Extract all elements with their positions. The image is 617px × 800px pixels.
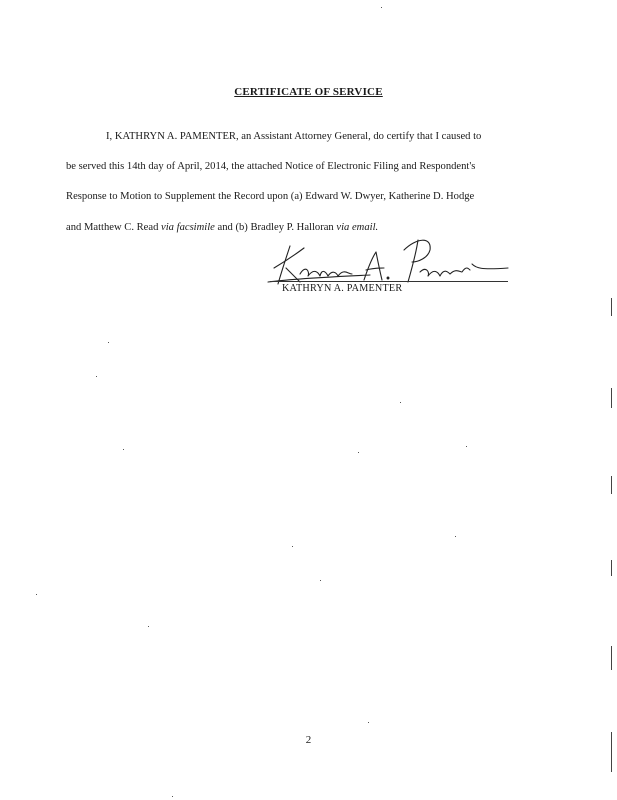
scan-speck [320,580,321,581]
scan-speck [381,7,382,8]
scan-speck [172,796,173,797]
scan-speck [148,626,149,627]
scan-artifact-mark [611,560,612,576]
scan-artifact-mark [611,646,612,670]
signature-line [270,281,508,282]
scan-artifact-mark [611,732,612,772]
scan-speck [108,342,109,343]
scan-speck [400,402,401,403]
paragraph-line-1: I, KATHRYN A. PAMENTER, an Assistant Attorney General, do certify that I caused to [106,131,482,142]
via-email-text: via email. [336,221,379,233]
scan-speck [96,376,97,377]
scan-artifact-mark [611,476,612,494]
scan-artifact-mark [611,298,612,316]
scan-speck [455,536,456,537]
signatory-printed-name: KATHRYN A. PAMENTER [282,283,403,294]
scan-speck [466,446,467,447]
document-title: CERTIFICATE OF SERVICE [234,86,383,98]
paragraph-line-4-start: and Matthew C. Read [66,221,162,233]
signature-block [260,228,520,300]
via-facsimile-text: via facsimile [161,221,215,233]
handwritten-signature [260,228,520,288]
scan-speck [123,449,124,450]
paragraph-line-3: Response to Motion to Supplement the Record upon (a) Edward W. Dwyer, Katherine D. Hodge [66,191,475,203]
paragraph-line-4-middle: and (b) Bradley P. Halloran [214,221,337,233]
scan-speck [292,546,293,547]
scan-artifact-mark [611,388,612,408]
scan-speck [358,452,359,453]
page-number: 2 [305,734,312,746]
paragraph-line-2: be served this 14th day of April, 2014, the attached Notice of Electronic Filing and Respondent's [66,161,476,173]
certification-paragraph [66,122,542,243]
scan-speck [36,594,37,595]
scan-speck [368,722,369,723]
